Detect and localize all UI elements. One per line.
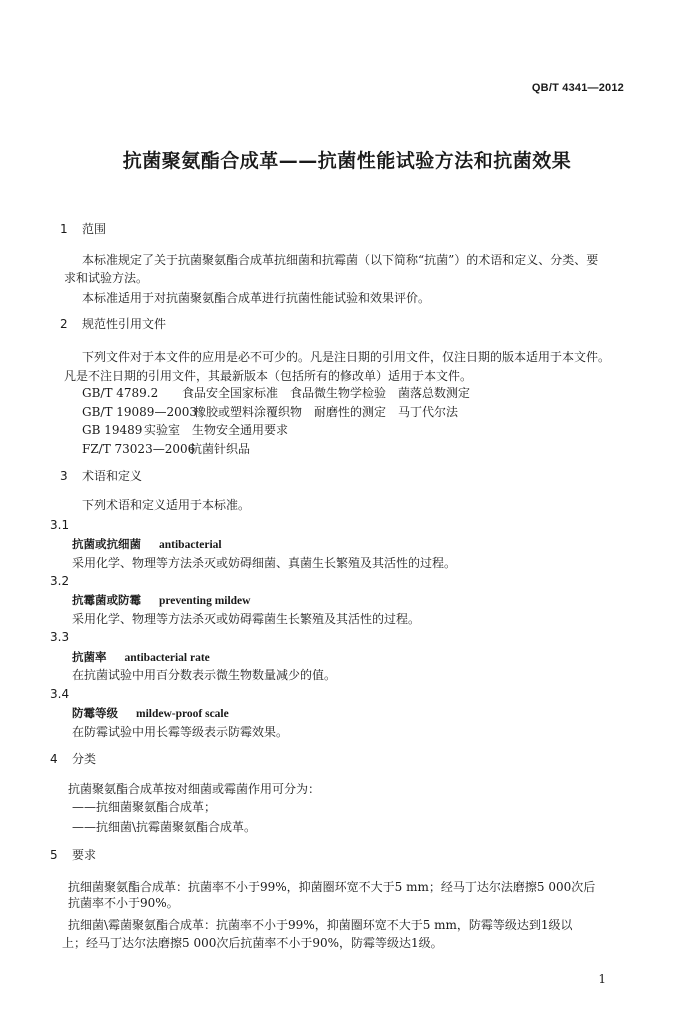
paragraph-line: 求和试验方法。: [64, 271, 149, 285]
section-heading-terms: [60, 469, 142, 483]
paragraph-line: 上；经马丁达尔法磨擦5 000次后抗菌率不小于90%，防霉等级达1级。: [62, 936, 443, 950]
term-number: 3.3: [50, 630, 70, 644]
reference-name: 抗菌针织品: [190, 442, 251, 456]
list-item: ——抗细菌聚氨酯合成革；: [72, 800, 217, 814]
standard-number: QB/T 4341—2012: [531, 82, 624, 94]
paragraph-line: 本标准适用于对抗菌聚氨酯合成革进行抗菌性能试验和效果评价。: [82, 291, 431, 305]
section-number: 4: [50, 752, 58, 766]
section-heading-scope: [60, 222, 106, 236]
page-number: 1: [598, 972, 606, 986]
section-title: 术语和定义: [82, 469, 143, 483]
term-zh: 防霉等级: [72, 706, 118, 720]
reference-name: 实验室 生物安全通用要求: [144, 423, 289, 437]
paragraph-line: 抗细菌\霉菌聚氨酯合成革：抗菌率不小于99%，抑菌圈环宽不大于5 mm，防霉等级达到1级以: [68, 918, 573, 932]
section-title: 规范性引用文件: [82, 317, 167, 331]
document-title: 抗菌聚氨酯合成革——抗菌性能试验方法和抗菌效果: [122, 150, 572, 172]
reference-code: GB/T 4789.2: [82, 386, 159, 400]
term-en: antibacterial: [159, 539, 222, 551]
section-number: 1: [60, 222, 68, 236]
term-number: 3.1: [50, 518, 70, 532]
reference-code: GB/T 19089—2003: [82, 405, 197, 419]
section-heading-normative: [60, 317, 166, 331]
section-heading-requirements: [50, 848, 96, 862]
section-number: 3: [60, 469, 68, 483]
paragraph-line: 抗菌聚氨酯合成革按对细菌或霉菌作用可分为：: [68, 782, 321, 796]
term-en: mildew-proof scale: [136, 708, 229, 720]
term-heading: [72, 537, 222, 552]
term-definition: 在抗菌试验中用百分数表示微生物数量减少的值。: [72, 668, 337, 682]
term-heading: [72, 650, 210, 665]
reference-name: 食品安全国家标准 食品微生物学检验 菌落总数测定: [182, 386, 471, 400]
reference-item: [82, 405, 458, 419]
list-item: ——抗细菌\抗霉菌聚氨酯合成革。: [72, 820, 257, 834]
term-number: 3.2: [50, 574, 70, 588]
paragraph-line: 下列文件对于本文件的应用是必不可少的。凡是注日期的引用文件，仅注日期的版本适用于本文件。: [82, 350, 611, 364]
term-zh: 抗菌或抗细菌: [72, 537, 141, 551]
term-heading: [72, 593, 250, 608]
reference-item: [82, 423, 288, 437]
section-number: 2: [60, 317, 68, 331]
reference-code: FZ/T 73023—2006: [82, 442, 196, 456]
term-en: antibacterial rate: [124, 652, 210, 664]
section-number: 5: [50, 848, 58, 862]
reference-item: [82, 386, 470, 400]
term-number: 3.4: [50, 687, 70, 701]
section-title: 要求: [72, 848, 97, 862]
paragraph-line: 抗菌率不小于90%。: [68, 896, 179, 910]
term-zh: 抗菌率: [72, 650, 107, 664]
paragraph-line: 本标准规定了关于抗菌聚氨酯合成革抗细菌和抗霉菌（以下简称“抗菌”）的术语和定义、分类、要: [82, 253, 599, 267]
reference-name: 橡胶或塑料涂覆织物 耐磨性的测定 马丁代尔法: [194, 405, 459, 419]
term-heading: [72, 706, 229, 721]
term-definition: 在防霉试验中用长霉等级表示防霉效果。: [72, 725, 289, 739]
term-definition: 采用化学、物理等方法杀灭或妨碍细菌、真菌生长繁殖及其活性的过程。: [72, 556, 457, 570]
term-definition: 采用化学、物理等方法杀灭或妨碍霉菌生长繁殖及其活性的过程。: [72, 612, 421, 626]
paragraph-line: 抗细菌聚氨酯合成革：抗菌率不小于99%，抑菌圈环宽不大于5 mm；经马丁达尔法磨擦5 000次后: [68, 880, 596, 894]
reference-item: [82, 442, 250, 456]
section-title: 范围: [82, 222, 107, 236]
section-title: 分类: [72, 752, 97, 766]
paragraph-line: 下列术语和定义适用于本标准。: [82, 498, 251, 512]
section-heading-classification: [50, 752, 96, 766]
term-zh: 抗霉菌或防霉: [72, 593, 141, 607]
paragraph-line: 凡是不注日期的引用文件，其最新版本（包括所有的修改单）适用于本文件。: [64, 369, 473, 383]
term-en: preventing mildew: [159, 595, 251, 607]
reference-code: GB 19489: [82, 423, 143, 437]
